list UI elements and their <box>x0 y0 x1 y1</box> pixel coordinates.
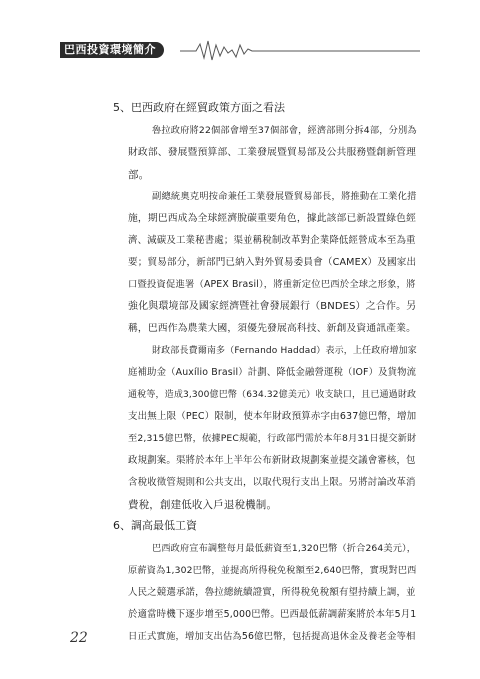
text-line: 部。 <box>128 169 150 181</box>
text-line: 通稅等，造成3,300億巴幣（634.32億美元）收支缺口，且已通過財政 <box>128 390 417 400</box>
text-line: 口暨投資促進署（APEX Brasil），將重新定位巴西於全球之形象，將 <box>128 279 416 290</box>
text-line: 濟、減碳及工業秘書處；渠並稱稅制改革對企業降低經營成本至為重 <box>128 235 416 246</box>
text-line: 施，期巴西成為全球經濟脫碳重要角色，據此該部已新設置綠色經 <box>128 213 417 224</box>
text-line: 支出無上限（PEC）限制，使本年財政預算赤字由637億巴幣，增加 <box>128 411 417 422</box>
text-line: 財政部長費爾南多（Fernando Haddad）表示，上任政府增加家 <box>152 346 417 356</box>
text-line: 副總統奧克明按命兼任工業發展暨貿易部長，將推動在工業化措 <box>152 191 417 202</box>
text-line: 政規劃案。渠將於本年上半年公布新財政規劃案並提交議會審核，包 <box>128 455 416 466</box>
text-line: 原薪資為1,302巴幣，並提高所得稅免稅額至2,640巴幣，實現對巴西 <box>128 565 417 576</box>
text-line: 費稅，創建低收入戶退稅機制。 <box>128 499 278 511</box>
section-heading: 6、調高最低工資 <box>113 519 197 532</box>
text-line: 至2,315億巴幣，依據PEC規範，行政部門需於本年8月31日提交新財 <box>128 433 417 444</box>
section-heading: 5、巴西政府在經貿政策方面之看法 <box>113 101 285 114</box>
text-line: 庭補助金（Auxílio Brasil）計劃、降低金融營運稅（IOF）及貨物流 <box>128 367 417 378</box>
text-line: 魯拉政府將22個部會增至37個部會，經濟部則分拆4部，分別為 <box>152 125 417 136</box>
text-line: 人民之競選承諾，魯拉總統續證實，所得稅免稅額有望持續上調，並 <box>128 587 416 598</box>
page-header <box>0 36 480 64</box>
text-line: 巴西政府宣布調整每月最低薪資至1,320巴幣（折合264美元）， <box>152 543 417 554</box>
text-line: 於適當時機下逐步增至5,000巴幣。巴西最低薪調薪案將於本年5月1 <box>128 609 417 620</box>
text-line: 財政部、發展暨預算部、工業發展暨貿易部及公共服務暨創新管理 <box>128 147 417 158</box>
text-line: 含稅收徵管規則和公共支出，以取代現行支出上限。另將討論改革消 <box>128 477 416 488</box>
header-title: 巴西投資環境簡介 <box>60 42 164 58</box>
text-line: 日正式實施，增加支出估為56億巴幣，包括提高退休金及養老金等相 <box>128 631 416 642</box>
text-line: 強化與環境部及國家經濟暨社會發展銀行（BNDES）之合作。另 <box>128 301 417 312</box>
page-number: 22 <box>70 630 88 646</box>
text-line: 要；貿易部分，新部門已納入對外貿易委員會（CAMEX）及國家出 <box>128 257 417 268</box>
text-line: 稱，巴西作為農業大國，須優先發展高科技、新創及資通訊產業。 <box>128 323 417 334</box>
